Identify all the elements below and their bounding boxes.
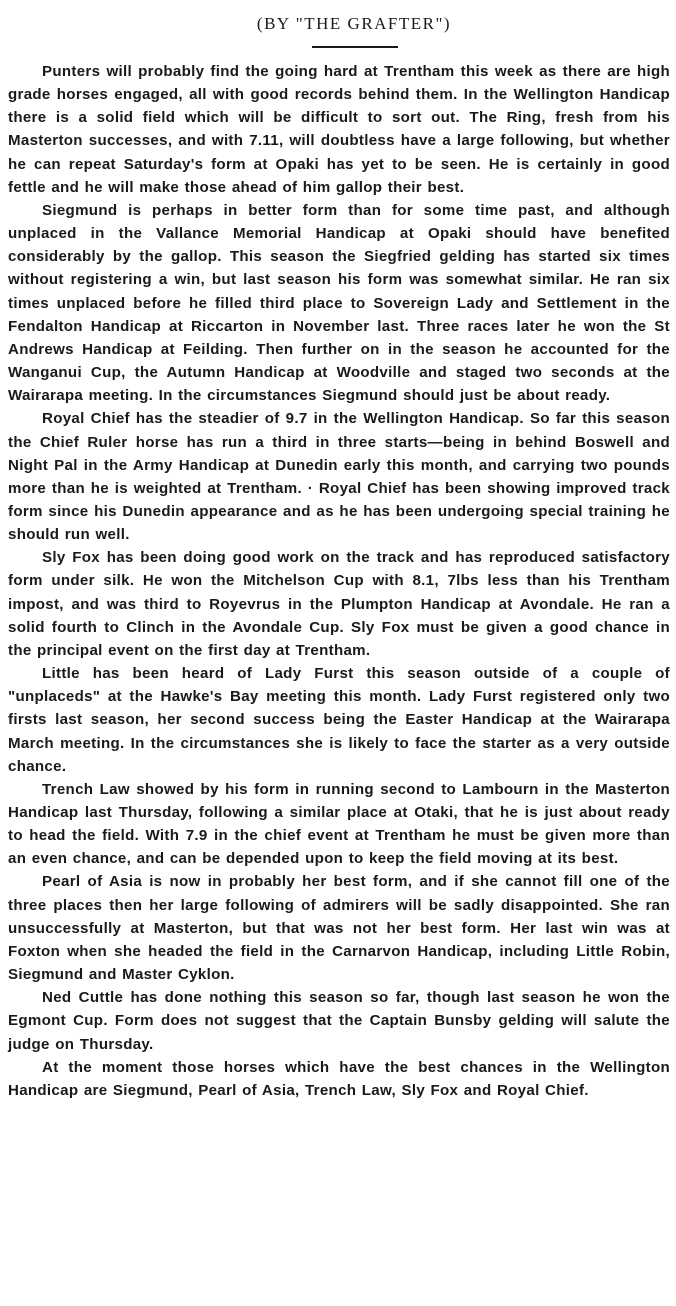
- paragraph-lady-furst: Little has been heard of Lady Furst this season outside of a couple of "unplaceds" at the Hawke's Bay meeting this month. Lady Furst registered only two firsts last season, her second success being the Easter Handicap at the Wairarapa March meeting. In the circumstances she is likely to face the starter as a very outside chance.: [8, 665, 670, 775]
- paragraph-trench-law: Trench Law showed by his form in running second to Lambourn in the Masterton Handicap last Thursday, following a similar place at Otaki, that he is just about ready to head the field. With 7.9 in the chief event at Trentham he must be given more than an even chance, and can be depended upon to keep the field moving at its best.: [8, 780, 670, 868]
- paragraph-sly-fox: Sly Fox has been doing good work on the track and has reproduced satisfactory form under silk. He won the Mitchelson Cup with 8.1, 7lbs less than his Trentham impost, and was third to Royevrus in the Plumpton Handicap at Avondale. He ran a solid fourth to Clinch in the Avondale Cup. Sly Fox must be given a good chance in the principal event on the first day at Trentham.: [8, 549, 670, 659]
- paragraph-the-ring: Punters will probably find the going hard at Trentham this week as there are high grade horses engaged, all with good records behind them. In the Wellington Handicap there is a solid field which will be difficult to sort out. The Ring, fresh from his Masterton successes, and with 7.11, will doubtless have a large following, but whether he can repeat Saturday's form at Opaki has yet to be seen. He is certainly in good fettle and he will make those ahead of him gallop their best.: [8, 63, 670, 196]
- article: [8, 14, 670, 1102]
- paragraph-royal-chief: Royal Chief has the steadier of 9.7 in the Wellington Handicap. So far this season the Chief Ruler horse has run a third in three starts—being in behind Boswell and Night Pal in the Army Handicap at Dunedin early this month, and carrying two pounds more than he is weighted at Trentham. · Royal Chief has been showing improved track form since his Dunedin appearance and as he has been undergoing special training he should run well.: [8, 410, 670, 544]
- paragraph-summary: At the moment those horses which have the best chances in the Wellington Handicap are Siegmund, Pearl of Asia, Trench Law, Sly Fox and Royal Chief.: [8, 1058, 670, 1099]
- paragraph-ned-cuttle: Ned Cuttle has done nothing this season so far, though last season he won the Egmont Cup. Form does not suggest that the Captain Bunsby gelding will salute the judge on Thursday.: [8, 989, 670, 1053]
- paragraph-siegmund: Siegmund is perhaps in better form than for some time past, and although unplaced in the Vallance Memorial Handicap at Opaki should have benefited considerably by the gallop. This season the Siegfried gelding has started six times without registering a win, but last season his form was somewhat similar. He ran six times unplaced before he filled third place to Sovereign Lady and Settlement in the Fendalton Handicap at Riccarton in November last. Three races later he won the St Andrews Handicap at Feilding. Then further on in the season he accounted for the Wanganui Cup, the Autumn Handicap at Woodville and staged two seconds at the Wairarapa meeting. In the circumstances Siegmund should just be about ready.: [8, 201, 670, 405]
- paragraph-pearl-of-asia: Pearl of Asia is now in probably her best form, and if she cannot fill one of the three places then her large following of admirers will be sadly disappointed. She ran unsuccessfully at Masterton, but that was not her best form. Her last win was at Foxton when she headed the field in the Carnarvon Handicap, including Little Robin, Siegmund and Master Cyklon.: [8, 873, 670, 984]
- byline: (BY "THE GRAFTER"): [256, 14, 452, 33]
- divider-rule: [312, 46, 398, 48]
